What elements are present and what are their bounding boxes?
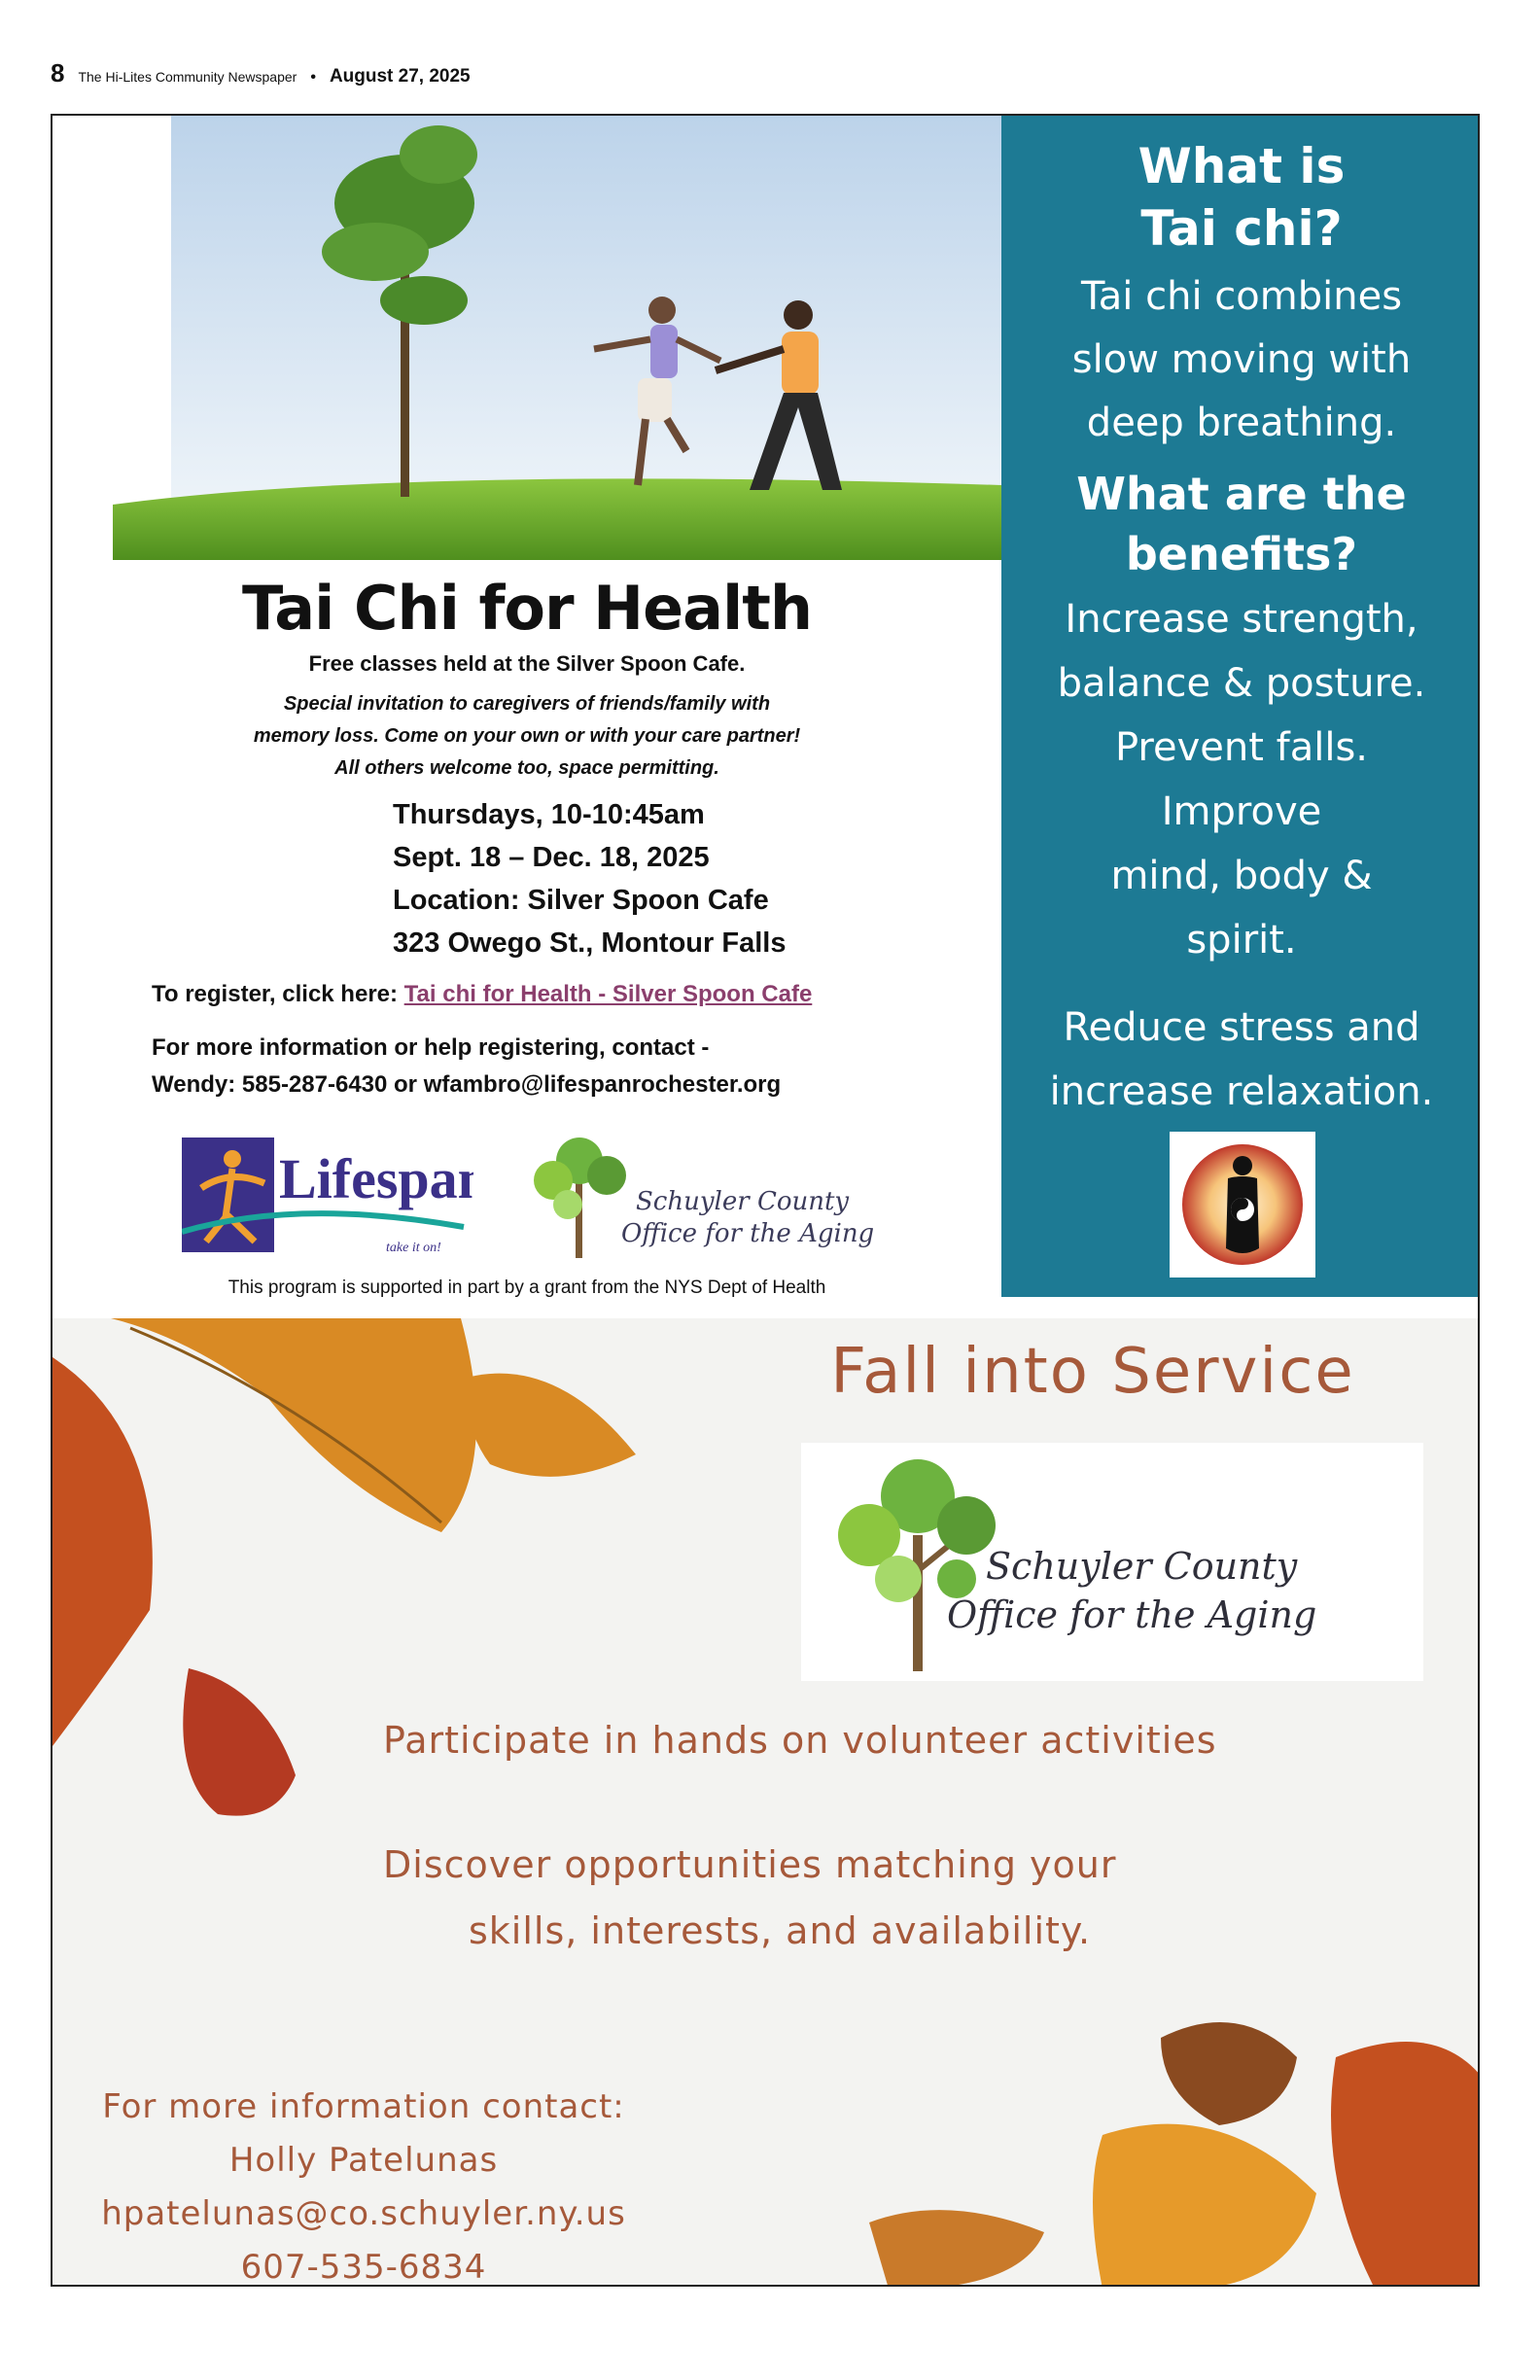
soca-large-line2: Office for the Aging	[947, 1593, 1317, 1636]
fall-contact-block	[52, 2081, 675, 2287]
register-link[interactable]: Tai chi for Health - Silver Spoon Cafe	[403, 981, 813, 1007]
schedule-day-time: Thursdays, 10-10:45am	[393, 799, 705, 830]
register-prefix: To register, click here:	[152, 981, 404, 1007]
heading-line: What is	[1138, 138, 1346, 194]
lifespan-wordmark: Lifespan	[279, 1147, 473, 1210]
what-is-heading	[1001, 135, 1480, 260]
opportunities-text	[383, 1832, 1355, 1964]
fall-into-service-section	[52, 1318, 1480, 2287]
page-frame	[51, 114, 1480, 2287]
schedule-location: Location: Silver Spoon Cafe	[393, 885, 769, 916]
what-is-body	[1001, 265, 1480, 455]
header-separator: •	[310, 69, 316, 86]
benefit-line: Reduce stress and	[1063, 1005, 1420, 1050]
soca-large-line1: Schuyler County	[986, 1545, 1298, 1588]
contact-line: Wendy: 585-287-6430 or wfambro@lifespanrochester.org	[152, 1071, 782, 1098]
benefit-line: Prevent falls.	[1115, 725, 1368, 770]
benefit-line: balance & posture.	[1057, 661, 1426, 706]
body-line: Tai chi combines	[1080, 274, 1403, 319]
contact-heading: For more information contact:	[102, 2087, 625, 2126]
contact-line: For more information or help registering, contact -	[152, 1034, 710, 1061]
opportunities-line: skills, interests, and availability.	[469, 1909, 1092, 1952]
grant-note: This program is supported in part by a grant from the NYS Dept of Health	[228, 1278, 826, 1298]
invitation-line: All others welcome too, space permitting.	[334, 757, 719, 779]
contact-name: Holly Patelunas	[228, 2141, 499, 2180]
invitation-line: Special invitation to caregivers of friends/family with	[283, 693, 771, 715]
benefit-line: mind, body &	[1110, 854, 1373, 898]
body-line: slow moving with	[1071, 337, 1412, 382]
schedule-address: 323 Owego St., Montour Falls	[393, 928, 787, 959]
heading-line: What are the	[1076, 468, 1407, 520]
page-number: 8	[51, 58, 65, 88]
soca-name-line1: Schuyler County	[636, 1187, 850, 1216]
tai-chi-photo	[113, 116, 1001, 560]
volunteer-activities-line: Participate in hands on volunteer activities	[383, 1719, 1217, 1762]
fall-into-service-title: Fall into Service	[830, 1336, 1355, 1408]
schuyler-county-logo	[509, 1127, 898, 1263]
benefit-line: Improve	[1161, 789, 1322, 834]
benefits-heading	[1001, 464, 1480, 584]
opportunities-line: Discover opportunities matching your	[383, 1843, 1117, 1886]
newspaper-name: The Hi-Lites Community Newspaper	[78, 69, 298, 85]
issue-date: August 27, 2025	[329, 66, 471, 87]
register-line	[152, 981, 812, 1008]
body-line: deep breathing.	[1086, 401, 1397, 445]
schuyler-county-logo-large	[801, 1443, 1423, 1681]
benefits-list	[1001, 587, 1480, 972]
soca-name-line2: Office for the Aging	[621, 1219, 875, 1248]
contact-email[interactable]: hpatelunas@co.schuyler.ny.us	[101, 2194, 626, 2233]
heading-line: Tai chi?	[1140, 200, 1343, 257]
page-header	[51, 58, 471, 88]
lifespan-logo	[182, 1130, 473, 1266]
yin-yang-figure-icon	[1170, 1132, 1315, 1278]
schedule-dates: Sept. 18 – Dec. 18, 2025	[393, 842, 710, 873]
benefit-line: Increase strength,	[1065, 597, 1418, 642]
benefit-line: spirit.	[1186, 918, 1297, 962]
heading-line: benefits?	[1125, 528, 1358, 580]
benefits-list-2	[1001, 996, 1480, 1124]
contact-info	[152, 1030, 781, 1103]
tai-chi-title: Tai Chi for Health	[242, 573, 812, 644]
benefit-line: increase relaxation.	[1049, 1069, 1434, 1114]
tai-chi-invitation	[52, 688, 1001, 785]
class-schedule	[393, 793, 786, 964]
lifespan-tagline: take it on!	[386, 1241, 441, 1255]
tai-chi-subtitle: Free classes held at the Silver Spoon Cafe.	[308, 651, 746, 676]
invitation-line: memory loss. Come on your own or with your care partner!	[253, 725, 801, 747]
contact-phone: 607-535-6834	[240, 2248, 487, 2287]
tai-chi-info-panel	[1001, 116, 1480, 1297]
